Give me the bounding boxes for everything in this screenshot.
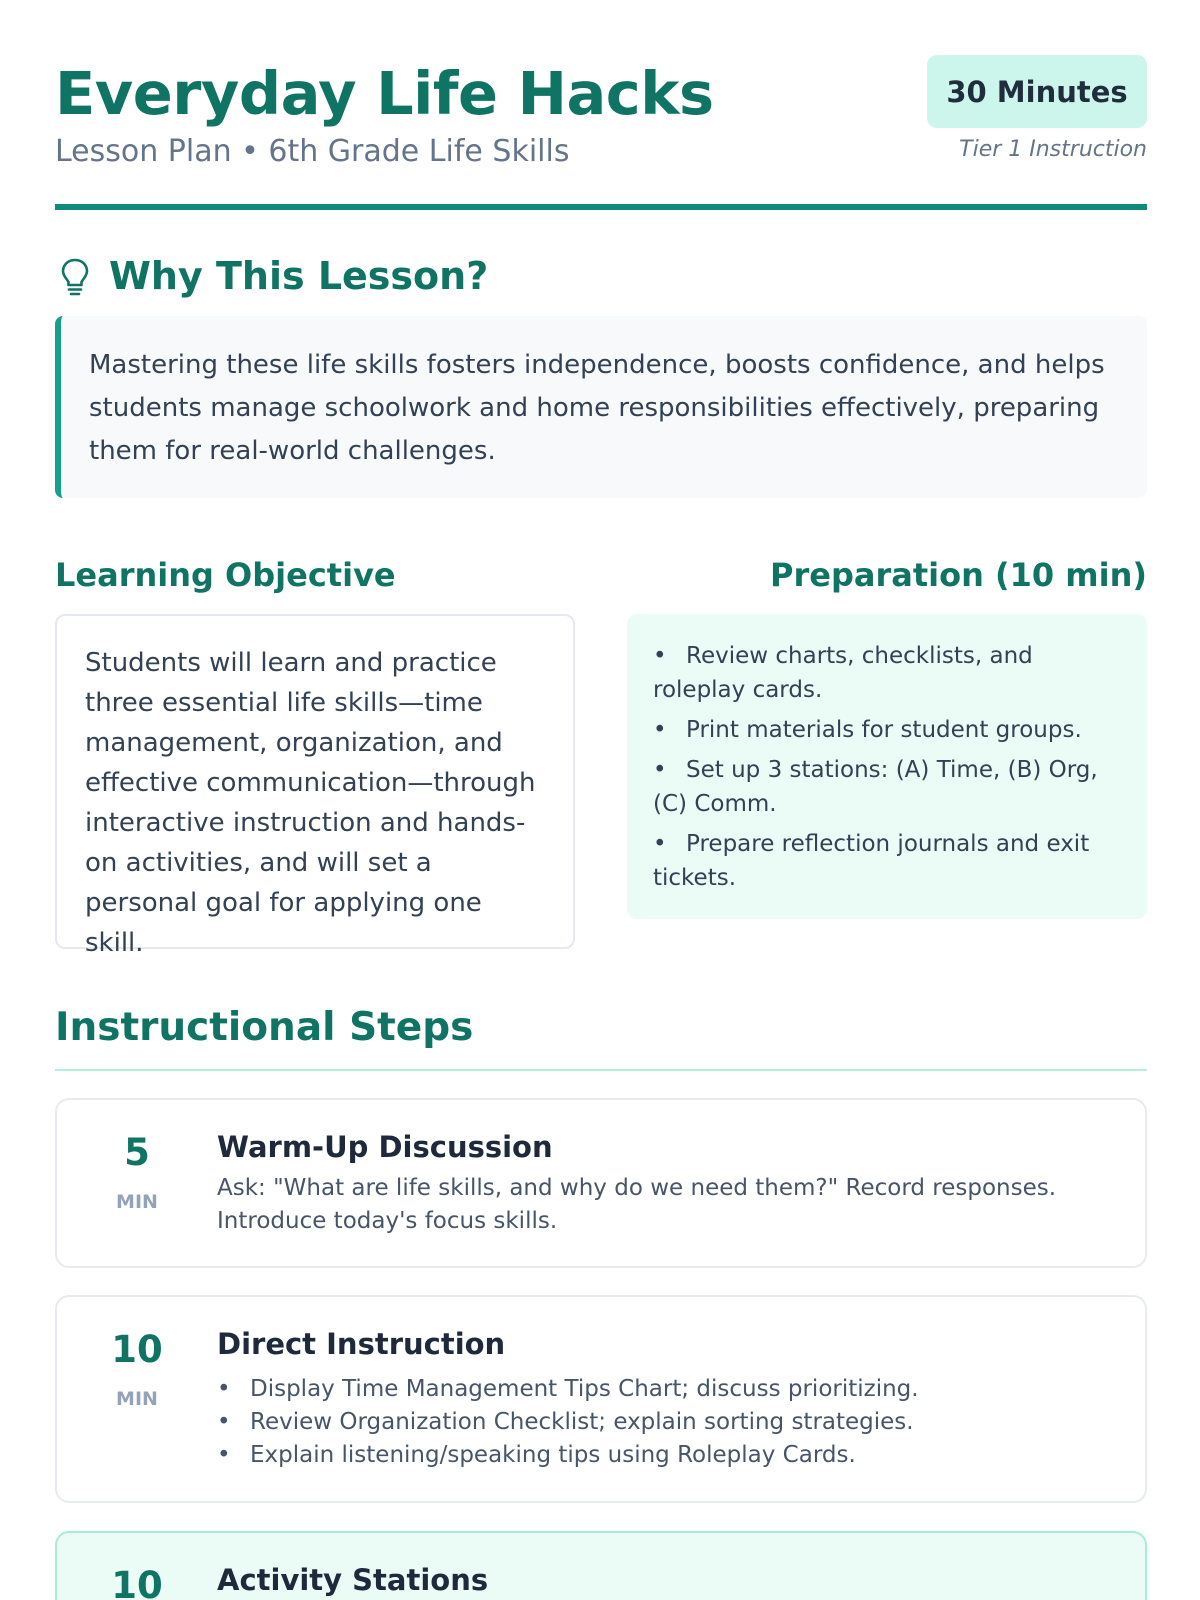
lesson-plan-page: [55, 0, 1147, 1600]
step-card-warm-up: [55, 1098, 1147, 1268]
step-title: Warm-Up Discussion: [217, 1130, 553, 1164]
step-description: Ask: "What are life skills, and why do we need them?" Record responses. Introduce today's focus skills.: [217, 1175, 1057, 1234]
why-text: Mastering these life skills fosters independence, boosts confidence, and helps students manage schoolwork and home responsibilities effectively, preparing them for real-world challenges.: [55, 316, 1147, 498]
step-bullet: • Display Time Management Tips Chart; discuss prioritizing.: [217, 1373, 1117, 1406]
step-bullet: • Explain listening/speaking tips using Roleplay Cards.: [217, 1439, 1117, 1472]
objective-title: Learning Objective: [55, 556, 396, 594]
step-title: Direct Instruction: [217, 1327, 506, 1361]
page-header: [55, 55, 1147, 210]
steps-title: Instructional Steps: [55, 1005, 474, 1050]
step-minutes: 5: [124, 1131, 150, 1174]
step-title: Activity Stations: [217, 1563, 489, 1597]
step-unit: MIN: [116, 1388, 158, 1410]
duration-badge: 30 Minutes: [927, 55, 1147, 128]
step-minutes: 10: [111, 1564, 163, 1600]
step-bullet-list: [217, 1373, 1117, 1472]
page-subtitle: Lesson Plan • 6th Grade Life Skills: [55, 134, 570, 169]
preparation-item: • Prepare reflection journals and exit tickets.: [653, 827, 1125, 895]
step-bullet: • Review Organization Checklist; explain sorting strategies.: [217, 1406, 1117, 1439]
page-title: Everyday Life Hacks: [55, 59, 714, 128]
step-minutes: 10: [111, 1328, 163, 1371]
why-heading: [55, 250, 488, 302]
preparation-item: • Print materials for student groups.: [653, 713, 1125, 747]
tier-label: Tier 1 Instruction: [959, 137, 1147, 162]
preparation-box: [627, 614, 1147, 919]
step-card-activity-stations: [55, 1531, 1147, 1600]
preparation-title: Preparation (10 min): [770, 556, 1147, 594]
objective-text: Students will learn and practice three essential life skills—time management, organization, and effective communication—through interactive instruction and hands-on activities, and will set a personal goal for applying one skill.: [55, 614, 575, 949]
preparation-item: • Set up 3 stations: (A) Time, (B) Org, (C) Comm.: [653, 753, 1125, 821]
step-card-direct-instruction: [55, 1295, 1147, 1503]
preparation-item: • Review charts, checklists, and roleplay cards.: [653, 639, 1125, 707]
step-unit: MIN: [116, 1191, 158, 1213]
preparation-list: [653, 639, 1125, 895]
lightbulb-icon: [55, 254, 95, 298]
why-title: Why This Lesson?: [109, 254, 489, 298]
steps-divider: [55, 1069, 1147, 1071]
